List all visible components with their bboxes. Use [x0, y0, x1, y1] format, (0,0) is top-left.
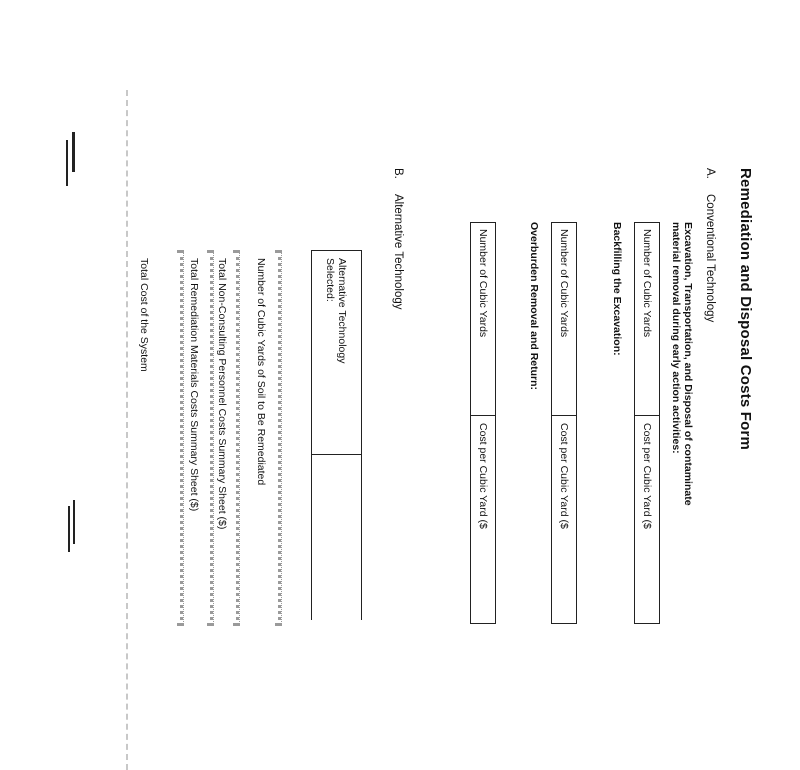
table3-col-cubic-yards: Number of Cubic Yards [477, 229, 489, 338]
section-a-description-1: Excavation, Transportation, and Disposal of contaminate [682, 222, 694, 506]
excavation-cost-table [634, 222, 660, 624]
system-cost-label: Total Cost of the System [138, 258, 150, 372]
altb-left-border [312, 250, 362, 251]
soil-volume-label: Number of Cubic Yards of Soil to Be Remediated [255, 258, 267, 486]
section-a-label: Conventional Technology [704, 194, 716, 323]
backfilling-label: Backfilling the Excavation: [611, 222, 623, 356]
altb-row2-border [278, 250, 282, 626]
alt-technology-selected-label-1: Alternative Technology [336, 258, 348, 364]
binder-mark-bottom-2 [68, 506, 70, 552]
binder-mark-bottom [73, 500, 75, 544]
altb-row4-border [210, 250, 214, 626]
altb-row1-divider [312, 454, 362, 455]
backfilling-cost-table [551, 222, 577, 624]
alt-technology-selected-label-2: Selected: [324, 258, 336, 302]
table1-col-cost-per-yard: Cost per Cubic Yard ($ [641, 423, 653, 529]
altb-top-border [361, 250, 362, 620]
table3-col-cost-per-yard: Cost per Cubic Yard ($ [477, 423, 489, 529]
table1-divider [635, 415, 659, 416]
binder-mark-top [72, 132, 75, 172]
overburden-label: Overburden Removal and Return: [528, 222, 540, 391]
section-a-description-2: material removal during early action activities: [670, 222, 682, 454]
form-title: Remediation and Disposal Costs Form [737, 168, 754, 451]
altb-row5-border [180, 250, 184, 626]
scan-artifact-line [126, 90, 128, 770]
table2-divider [552, 415, 576, 416]
section-b-letter: B. [392, 168, 404, 179]
altb-row1-border [311, 250, 312, 620]
table2-col-cost-per-yard: Cost per Cubic Yard ($ [558, 423, 570, 529]
table2-col-cubic-yards: Number of Cubic Yards [558, 229, 570, 338]
binder-mark-top-2 [66, 140, 68, 186]
section-b-label: Alternative Technology [392, 194, 404, 310]
materials-costs-label: Total Remediation Materials Costs Summary Sheet ($) [188, 258, 200, 512]
section-a-letter: A. [704, 168, 716, 179]
overburden-cost-table [470, 222, 496, 624]
altb-row3-border [236, 250, 240, 626]
personnel-costs-label: Total Non-Consulting Personnel Costs Summary Sheet ($) [216, 258, 228, 530]
table3-divider [471, 415, 495, 416]
table1-col-cubic-yards: Number of Cubic Yards [641, 229, 653, 338]
